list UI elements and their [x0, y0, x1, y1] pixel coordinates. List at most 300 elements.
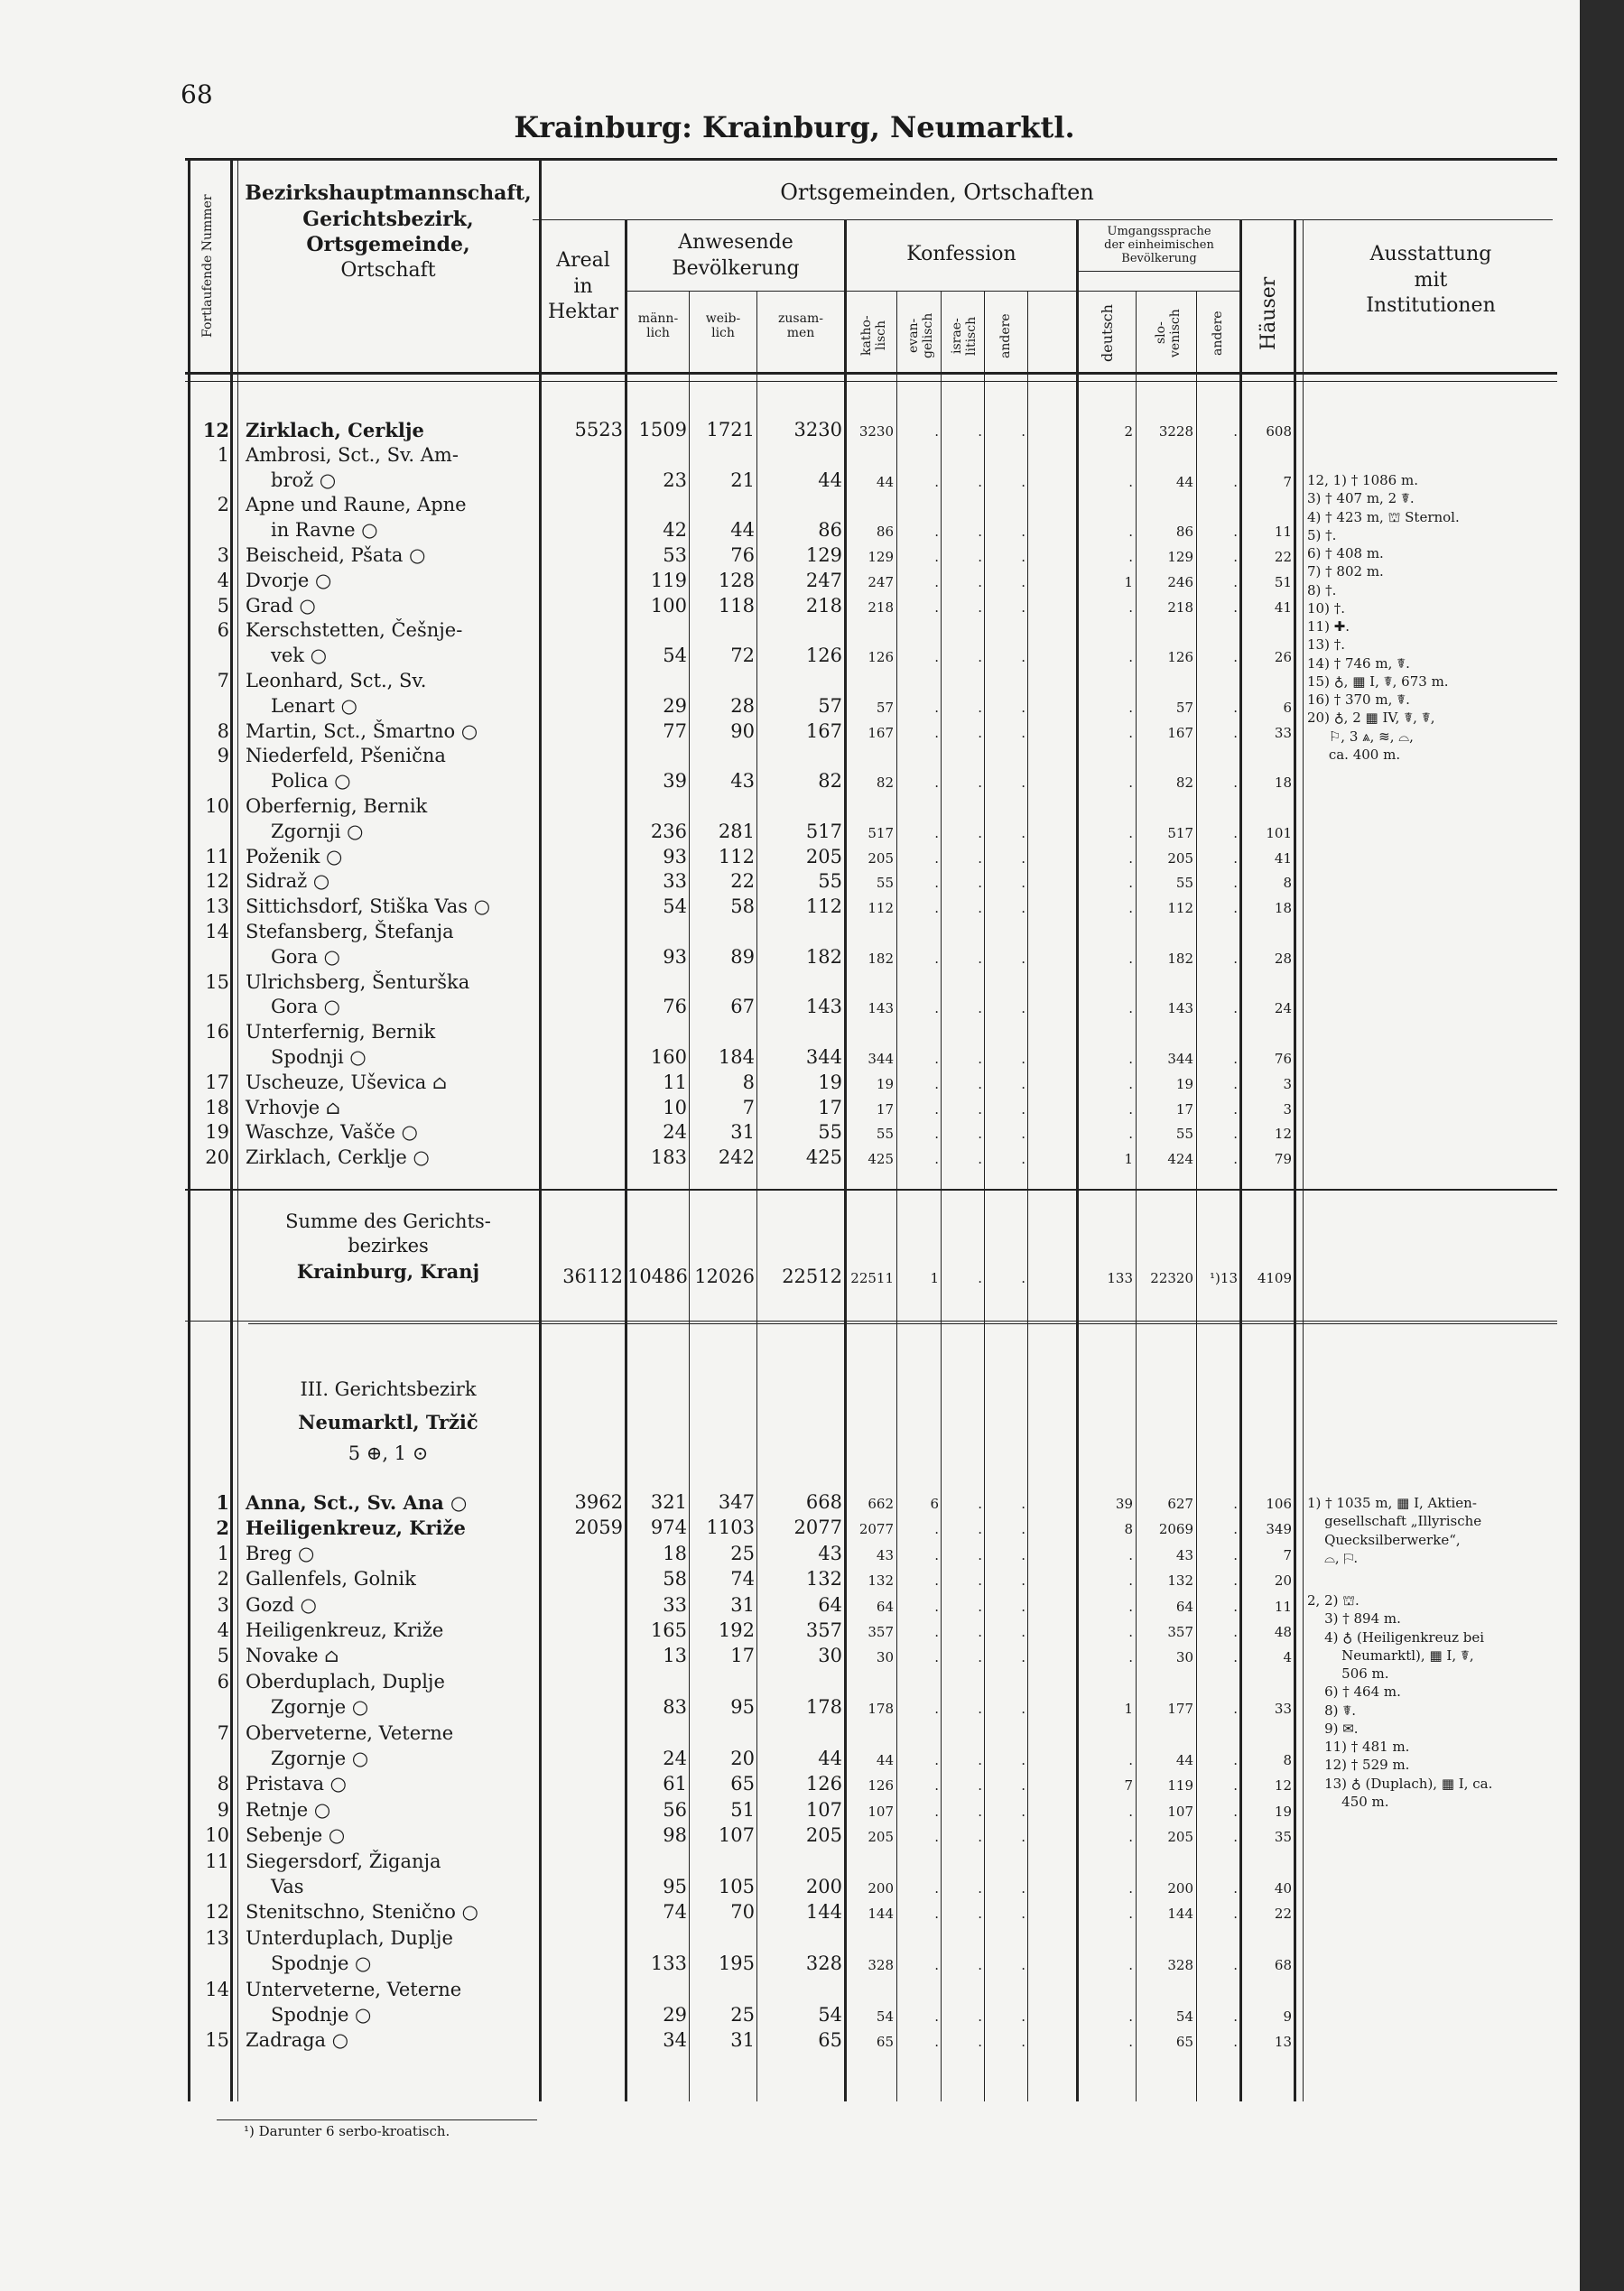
- cell-isr: .: [978, 1777, 982, 1795]
- cell-ev: .: [934, 1649, 939, 1666]
- cell-w: 25: [730, 1542, 755, 1564]
- cell-h: 12: [1274, 1777, 1292, 1795]
- cell-isr: .: [978, 2008, 982, 2025]
- cell-h: 11: [1274, 524, 1292, 541]
- cell-and: .: [1021, 1051, 1025, 1067]
- cell-w: 95: [730, 1696, 755, 1719]
- cell-m: 53: [663, 544, 687, 566]
- cell-w: 105: [718, 1876, 755, 1897]
- cell-and: .: [1021, 1521, 1025, 1538]
- col-header-weiblich: weib- lich: [705, 311, 741, 341]
- cell-deu: 1: [1124, 1151, 1133, 1168]
- cell-kath: 65: [876, 2034, 894, 2051]
- cell-w: 70: [730, 1901, 755, 1924]
- cell-m: 10: [663, 1096, 687, 1118]
- cell-kath: 54: [876, 2008, 894, 2025]
- cell-slo: 107: [1167, 1803, 1193, 1820]
- place-name: Waschze, Vašče ○: [246, 1121, 418, 1144]
- cell-ev: .: [934, 649, 939, 666]
- cell-m: 183: [650, 1146, 687, 1169]
- cell-h: 4: [1283, 1649, 1292, 1666]
- cell-w: 89: [730, 945, 755, 968]
- cell-andu: .: [1233, 1803, 1238, 1820]
- cell-and: .: [1021, 1075, 1025, 1092]
- cell-ev: .: [934, 1777, 939, 1795]
- cell-isr: .: [978, 1829, 982, 1846]
- cell-m: 42: [663, 519, 687, 542]
- cell-isr: .: [978, 950, 982, 967]
- cell-kath: 328: [868, 1957, 894, 1974]
- cell-and: .: [1021, 1624, 1025, 1640]
- place-name: Pristava ○: [246, 1773, 348, 1795]
- cell-andu: .: [1233, 950, 1238, 967]
- cell-m: 18: [663, 1542, 687, 1564]
- row-number: 11: [205, 845, 229, 867]
- cell-ev: .: [934, 1051, 939, 1067]
- summary-cell-kath: 22511: [850, 1270, 894, 1286]
- place-name: Kerschstetten, Češnje-: [246, 619, 463, 642]
- place-name: Unterfernig, Bernik: [246, 1021, 436, 1043]
- cell-kath: 57: [876, 699, 894, 716]
- cell-w: 184: [718, 1046, 755, 1068]
- place-name: Retnje ○: [246, 1798, 331, 1821]
- cell-z: 112: [805, 895, 842, 918]
- cell-deu: .: [1128, 699, 1133, 716]
- cell-w: 118: [718, 594, 755, 617]
- cell-kath: 17: [876, 1100, 894, 1118]
- cell-deu: .: [1128, 1649, 1133, 1666]
- cell-z: 132: [805, 1568, 842, 1591]
- cell-isr: .: [978, 1151, 982, 1168]
- row-number: 11: [205, 1850, 229, 1872]
- cell-isr: .: [978, 2034, 982, 2051]
- cell-and: .: [1021, 1803, 1025, 1820]
- place-name: Sidraž ○: [246, 870, 330, 893]
- cell-and: .: [1021, 1496, 1025, 1512]
- cell-kath: 129: [868, 549, 894, 565]
- cell-z: 205: [805, 1824, 842, 1847]
- row-number: 2: [217, 1568, 229, 1591]
- cell-kath: 247: [868, 573, 894, 590]
- cell-slo: 144: [1167, 1906, 1193, 1923]
- cell-ev: .: [934, 1126, 939, 1143]
- cell-z: 247: [805, 569, 842, 591]
- row-number: 6: [217, 1670, 229, 1693]
- cell-h: 35: [1274, 1829, 1292, 1846]
- row-number: 12: [202, 419, 229, 441]
- place-name: Gallenfels, Golnik: [246, 1568, 416, 1591]
- cell-h: 51: [1274, 573, 1292, 590]
- cell-z: 30: [818, 1645, 842, 1667]
- place-name-cont: Gora ○: [271, 996, 340, 1018]
- col-header-slovenisch: slo- venisch: [1154, 309, 1183, 357]
- cell-deu: .: [1128, 649, 1133, 666]
- row-number: 16: [205, 1021, 229, 1043]
- place-name: Zadraga ○: [246, 2029, 349, 2052]
- place-name-cont: Polica ○: [271, 770, 351, 793]
- cell-kath: 132: [868, 1572, 894, 1590]
- place-name: Leonhard, Sct., Sv.: [246, 670, 427, 691]
- cell-kath: 144: [868, 1906, 894, 1923]
- place-name: Dvorje ○: [246, 569, 332, 591]
- cell-m: 93: [663, 945, 687, 968]
- col-header-haeuser: Häuser: [1257, 276, 1280, 351]
- cell-z: 182: [805, 945, 842, 968]
- place-name-cont: Gora ○: [271, 945, 340, 968]
- cell-kath: 126: [868, 649, 894, 666]
- cell-w: 192: [718, 1619, 755, 1641]
- cell-w: 347: [718, 1491, 755, 1513]
- cell-slo: 182: [1167, 950, 1193, 967]
- cell-z: 126: [805, 645, 842, 667]
- cell-w: 90: [730, 719, 755, 742]
- cell-m: 56: [663, 1798, 687, 1821]
- notes-anna: 1) † 1035 m, ▦ I, Aktien- gesellschaft „Illyrische Quecksilberwerke“, ⌓, ⚐.: [1307, 1495, 1482, 1566]
- col-header-anwesende: Anwesende Bevölkerung: [672, 231, 800, 280]
- cell-z: 668: [805, 1491, 842, 1513]
- row-number: 5: [217, 1645, 229, 1667]
- cell-andu: .: [1233, 1521, 1238, 1538]
- cell-deu: .: [1128, 1957, 1133, 1974]
- cell-deu: .: [1128, 1572, 1133, 1590]
- cell-and: .: [1021, 699, 1025, 716]
- cell-w: 28: [730, 694, 755, 717]
- col-header-zusammen: zusam- men: [778, 311, 823, 341]
- cell-andu: .: [1233, 573, 1238, 590]
- cell-slo: 2069: [1158, 1521, 1193, 1538]
- cell-m: 39: [663, 770, 687, 793]
- summary-cell-deu: 133: [1107, 1270, 1133, 1286]
- cell-andu: .: [1233, 1126, 1238, 1143]
- cell-andu: .: [1233, 598, 1238, 616]
- cell-m: 321: [650, 1491, 687, 1513]
- place-name: Uscheuze, Uševica ⌂: [246, 1071, 448, 1093]
- cell-z: 178: [805, 1696, 842, 1719]
- row-number: 1: [217, 1542, 229, 1564]
- row-number: 4: [217, 1619, 229, 1641]
- cell-andu: .: [1233, 549, 1238, 565]
- place-name: Heiligenkreuz, Križe: [246, 1619, 444, 1641]
- cell-z: 107: [805, 1798, 842, 1821]
- cell-m: 24: [663, 1748, 687, 1769]
- cell-m: 33: [663, 870, 687, 893]
- cell-isr: .: [978, 1803, 982, 1820]
- cell-z: 55: [818, 870, 842, 893]
- cell-slo: 517: [1167, 824, 1193, 841]
- cell-m: 83: [663, 1696, 687, 1719]
- row-number: 8: [217, 1773, 229, 1795]
- row-number: 18: [205, 1096, 229, 1118]
- place-name: Beischeid, Pšata ○: [246, 544, 426, 566]
- cell-deu: .: [1128, 1624, 1133, 1640]
- cell-kath: 82: [876, 774, 894, 792]
- cell-ev: .: [934, 598, 939, 616]
- cell-kath: 662: [868, 1496, 894, 1512]
- cell-w: 128: [718, 569, 755, 591]
- place-name: Anna, Sct., Sv. Ana ○: [246, 1491, 468, 1514]
- cell-h: 26: [1274, 649, 1292, 666]
- cell-and: .: [1021, 774, 1025, 792]
- place-name: Sittichsdorf, Stiška Vas ○: [246, 895, 491, 918]
- cell-m: 93: [663, 845, 687, 867]
- cell-m: 11: [663, 1071, 687, 1093]
- cell-m: 29: [663, 694, 687, 717]
- cell-isr: .: [978, 1100, 982, 1118]
- place-name-cont: Spodnje ○: [271, 1952, 372, 1975]
- row-number: 7: [217, 670, 229, 691]
- cell-ev: .: [934, 1598, 939, 1615]
- cell-w: 112: [718, 845, 755, 867]
- cell-isr: .: [978, 1521, 982, 1538]
- cell-and: .: [1021, 598, 1025, 616]
- cell-z: 86: [818, 519, 842, 542]
- cell-m: 974: [650, 1517, 687, 1539]
- cell-isr: .: [978, 1051, 982, 1067]
- cell-isr: .: [978, 1000, 982, 1017]
- cell-andu: .: [1233, 1649, 1238, 1666]
- place-name-cont: brož ○: [271, 468, 337, 491]
- cell-w: 22: [730, 870, 755, 893]
- cell-deu: .: [1128, 1546, 1133, 1563]
- cell-w: 17: [730, 1645, 755, 1667]
- cell-w: 44: [730, 519, 755, 542]
- cell-and: .: [1021, 1546, 1025, 1563]
- cell-slo: 65: [1175, 2034, 1193, 2051]
- cell-slo: 424: [1167, 1151, 1193, 1168]
- cell-slo: 3228: [1158, 423, 1193, 440]
- cell-and: .: [1021, 473, 1025, 490]
- cell-andu: .: [1233, 849, 1238, 867]
- cell-isr: .: [978, 1598, 982, 1615]
- cell-m: 54: [663, 645, 687, 667]
- cell-andu: .: [1233, 1075, 1238, 1092]
- cell-deu: .: [1128, 1075, 1133, 1092]
- summary-cell-slo: 22320: [1150, 1270, 1193, 1286]
- cell-kath: 143: [868, 1000, 894, 1017]
- cell-m: 133: [650, 1952, 687, 1975]
- cell-ev: .: [934, 2008, 939, 2025]
- place-name: Heiligenkreuz, Križe: [246, 1517, 466, 1540]
- cell-deu: 39: [1115, 1496, 1133, 1512]
- cell-ev: .: [934, 1752, 939, 1768]
- row-number: 19: [205, 1121, 229, 1144]
- place-name: Oberveterne, Veterne: [246, 1721, 454, 1744]
- cell-w: 65: [730, 1773, 755, 1795]
- cell-and: .: [1021, 1100, 1025, 1118]
- cell-m: 74: [663, 1901, 687, 1924]
- cell-h: 3: [1283, 1100, 1292, 1118]
- cell-ev: .: [934, 1546, 939, 1563]
- cell-and: .: [1021, 849, 1025, 867]
- place-name-cont: Spodnji ○: [271, 1046, 367, 1068]
- notes-zirklach: 12, 1) † 1086 m. 3) † 407 m, 2 ☤. 4) † 423 m, ⛫ Sternol. 5) †. 6) † 408 m. 7) † 802 m. 8) †. 10) †. 11) ✚. 13) †. 14) † 746 m, ☤. 15) ♁, ▦ I, ☤, 673 m. 16) † 370 m, ☤. 20) ♁, 2 ▦ IV, ☤, ☤, ⚐, 3 ⩓, ≋, ⌓, ca. 400 m.: [1307, 472, 1460, 763]
- cell-ev: .: [934, 1880, 939, 1897]
- cell-w: 31: [730, 1121, 755, 1144]
- cell-andu: .: [1233, 1624, 1238, 1640]
- summary-cell-h: 4109: [1257, 1270, 1292, 1286]
- col-header-evangelisch: evan- gelisch: [906, 312, 935, 359]
- cell-w: 25: [730, 2004, 755, 2026]
- place-name: Unterduplach, Duplje: [246, 1926, 453, 1949]
- cell-m: 1509: [638, 419, 687, 441]
- cell-kath: 178: [868, 1701, 894, 1718]
- cell-isr: .: [978, 1701, 982, 1718]
- cell-w: 8: [742, 1071, 755, 1093]
- cell-and: .: [1021, 1829, 1025, 1846]
- cell-isr: .: [978, 699, 982, 716]
- cell-h: 22: [1274, 1906, 1292, 1923]
- cell-ev: .: [934, 774, 939, 792]
- summary-cell-and: .: [1021, 1270, 1025, 1286]
- cell-w: 195: [718, 1952, 755, 1975]
- cell-isr: .: [978, 598, 982, 616]
- cell-andu: .: [1233, 1777, 1238, 1795]
- cell-deu: .: [1128, 1598, 1133, 1615]
- place-name-cont: Zgornje ○: [271, 1748, 369, 1769]
- row-number: 9: [217, 745, 229, 767]
- col-header-ortsgemeinden: Ortsgemeinden, Ortschaften: [780, 180, 1094, 205]
- cell-isr: .: [978, 1572, 982, 1590]
- place-name: Novake ⌂: [246, 1645, 339, 1667]
- row-number: 12: [205, 870, 229, 893]
- cell-and: .: [1021, 1880, 1025, 1897]
- col-header-umgangssprache: Umgangssprache der einheimischen Bevölkerung: [1104, 225, 1214, 265]
- cell-h: 79: [1274, 1151, 1292, 1168]
- row-number: 15: [205, 970, 229, 993]
- cell-isr: .: [978, 900, 982, 917]
- cell-w: 74: [730, 1568, 755, 1591]
- cell-and: .: [1021, 724, 1025, 741]
- cell-isr: .: [978, 1752, 982, 1768]
- cell-andu: .: [1233, 1752, 1238, 1768]
- cell-z: 64: [818, 1593, 842, 1616]
- cell-deu: .: [1128, 2008, 1133, 2025]
- summary-cell-ev: 1: [930, 1270, 939, 1286]
- cell-isr: .: [978, 824, 982, 841]
- col-header-andere-sprache: andere: [1211, 311, 1225, 356]
- place-name: Breg ○: [246, 1542, 315, 1564]
- cell-andu: .: [1233, 524, 1238, 541]
- cell-andu: .: [1233, 423, 1238, 440]
- cell-w: 67: [730, 996, 755, 1018]
- cell-andu: .: [1233, 1051, 1238, 1067]
- cell-z: 167: [805, 719, 842, 742]
- cell-kath: 425: [868, 1151, 894, 1168]
- cell-z: 129: [805, 544, 842, 566]
- cell-ev: .: [934, 423, 939, 440]
- cell-andu: .: [1233, 1701, 1238, 1718]
- row-number: 14: [205, 921, 229, 942]
- cell-deu: .: [1128, 724, 1133, 741]
- cell-and: .: [1021, 1701, 1025, 1718]
- cell-ev: .: [934, 824, 939, 841]
- row-number: 2: [217, 494, 229, 516]
- cell-isr: .: [978, 1624, 982, 1640]
- cell-andu: .: [1233, 1546, 1238, 1563]
- cell-m: 58: [663, 1568, 687, 1591]
- place-name: Poženik ○: [246, 845, 343, 867]
- cell-deu: .: [1128, 1880, 1133, 1897]
- row-number: 12: [205, 1901, 229, 1924]
- cell-ev: .: [934, 724, 939, 741]
- cell-z: 57: [818, 694, 842, 717]
- cell-kath: 107: [868, 1803, 894, 1820]
- cell-m: 165: [650, 1619, 687, 1641]
- cell-and: .: [1021, 1572, 1025, 1590]
- cell-w: 76: [730, 544, 755, 566]
- cell-and: .: [1021, 423, 1025, 440]
- cell-h: 68: [1274, 1957, 1292, 1974]
- cell-deu: .: [1128, 1126, 1133, 1143]
- cell-deu: .: [1128, 824, 1133, 841]
- cell-slo: 30: [1175, 1649, 1193, 1666]
- cell-andu: .: [1233, 1000, 1238, 1017]
- row-number: 14: [205, 1978, 229, 2000]
- cell-w: 43: [730, 770, 755, 793]
- cell-deu: .: [1128, 1803, 1133, 1820]
- cell-ev: .: [934, 549, 939, 565]
- cell-w: 20: [730, 1748, 755, 1769]
- cell-isr: .: [978, 649, 982, 666]
- cell-deu: .: [1128, 849, 1133, 867]
- cell-m: 95: [663, 1876, 687, 1897]
- cell-m: 54: [663, 895, 687, 918]
- cell-kath: 64: [876, 1598, 894, 1615]
- cell-h: 33: [1274, 724, 1292, 741]
- summary-cell-m: 10486: [627, 1266, 688, 1287]
- notes-heiligenkreuz: 2, 2) ⛫. 3) † 894 m. 4) ♁ (Heiligenkreuz bei Neumarktl), ▦ I, ☤, 506 m. 6) † 464 m. 8) ☤. 9) ✉. 11) † 481 m. 12) † 529 m. 13) ♁ (Duplach), ▦ I, ca. 450 m.: [1307, 1592, 1493, 1810]
- cell-deu: 2: [1124, 423, 1133, 440]
- cell-slo: 64: [1175, 1598, 1193, 1615]
- cell-deu: .: [1128, 900, 1133, 917]
- cell-ev: .: [934, 1906, 939, 1923]
- cell-m: 33: [663, 1593, 687, 1616]
- cell-andu: .: [1233, 1829, 1238, 1846]
- cell-deu: .: [1128, 774, 1133, 792]
- cell-kath: 517: [868, 824, 894, 841]
- cell-w: 31: [730, 1593, 755, 1616]
- cell-z: 55: [818, 1121, 842, 1144]
- cell-isr: .: [978, 573, 982, 590]
- cell-ev: .: [934, 573, 939, 590]
- cell-z: 344: [805, 1046, 842, 1068]
- cell-andu: .: [1233, 774, 1238, 792]
- cell-z: 44: [818, 468, 842, 491]
- cell-kath: 2077: [858, 1521, 894, 1538]
- row-number: 13: [205, 895, 229, 918]
- scan-edge: [1580, 0, 1624, 2291]
- cell-and: .: [1021, 875, 1025, 892]
- cell-andu: .: [1233, 473, 1238, 490]
- cell-kath: 205: [868, 1829, 894, 1846]
- cell-slo: 627: [1167, 1496, 1193, 1512]
- cell-and: .: [1021, 1000, 1025, 1017]
- cell-and: .: [1021, 1752, 1025, 1768]
- cell-isr: .: [978, 1126, 982, 1143]
- row-number: 6: [217, 619, 229, 642]
- place-name: Niederfeld, Pšenična: [246, 745, 446, 767]
- cell-deu: .: [1128, 549, 1133, 565]
- cell-ev: .: [934, 849, 939, 867]
- place-name-cont: in Ravne ○: [271, 519, 378, 542]
- cell-z: 517: [805, 820, 842, 842]
- cell-andu: .: [1233, 1880, 1238, 1897]
- col-header-deutsch: deutsch: [1099, 304, 1116, 362]
- cell-z: 19: [818, 1071, 842, 1093]
- cell-h: 24: [1274, 1000, 1292, 1017]
- cell-and: .: [1021, 524, 1025, 541]
- cell-h: 11: [1274, 1598, 1292, 1615]
